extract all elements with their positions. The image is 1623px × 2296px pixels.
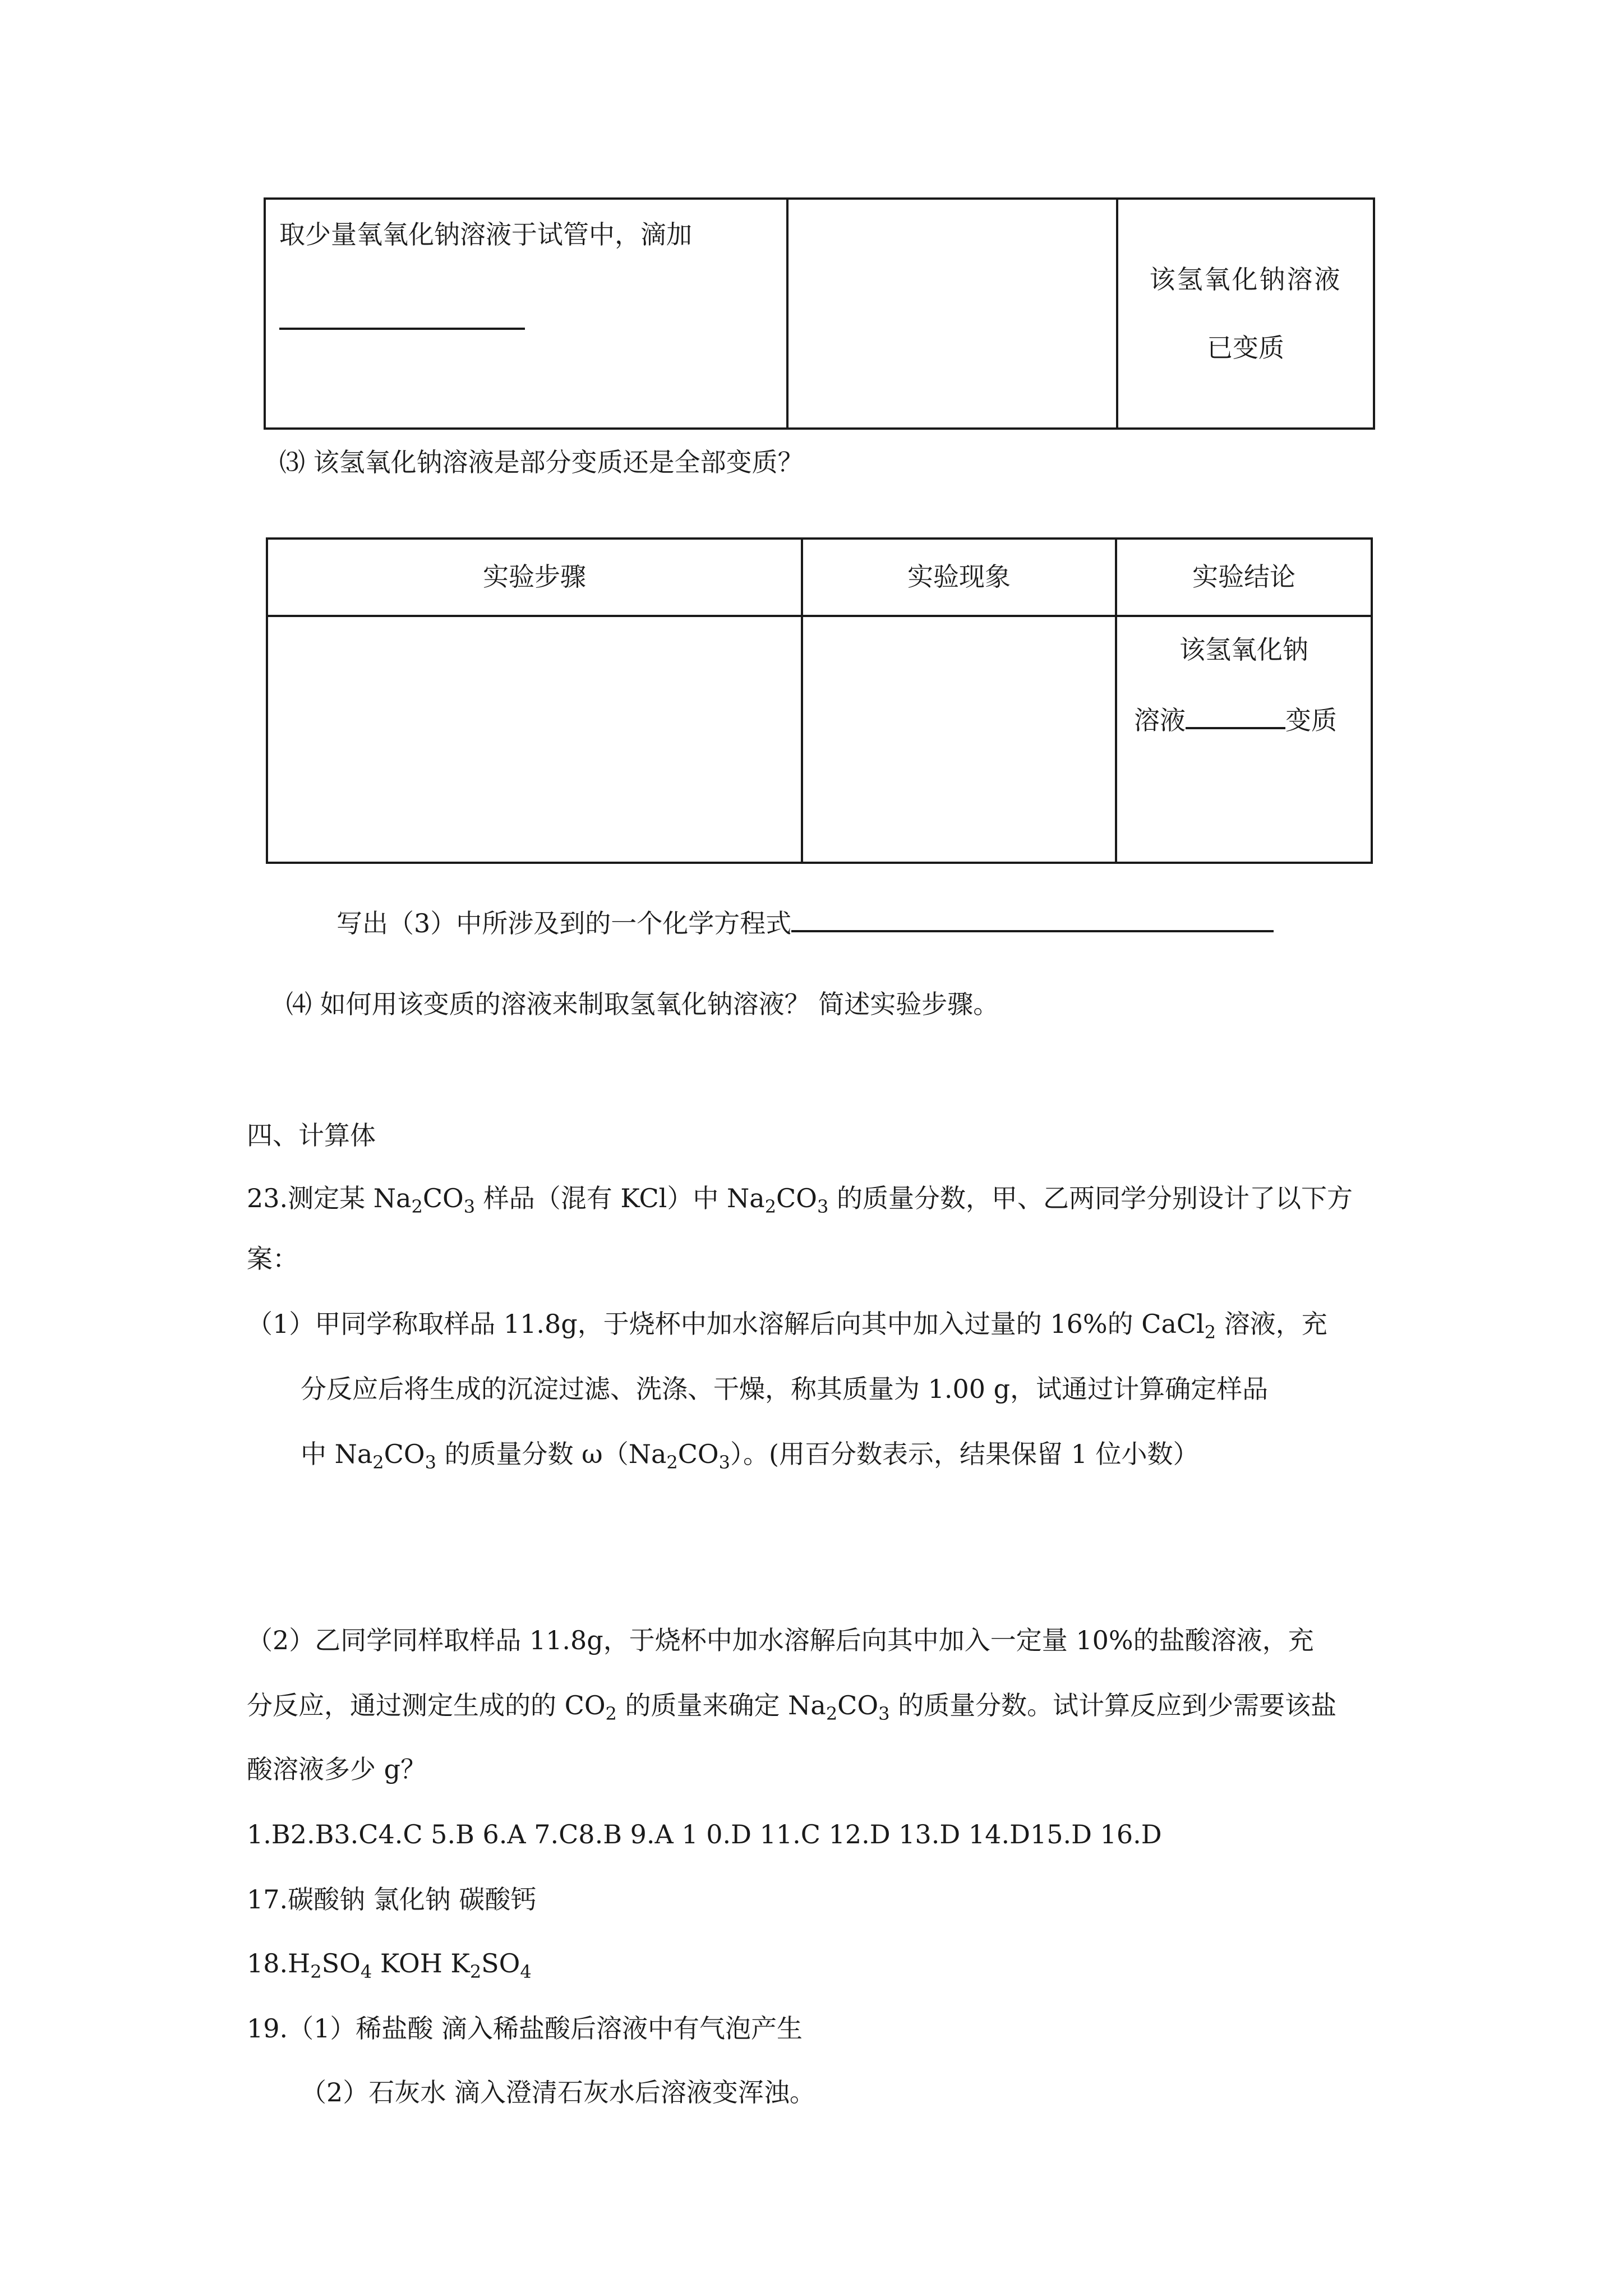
question-23-line2: 案： — [247, 1244, 298, 1274]
part-2-text-a: 分反应，通过测定生成的的 CO — [247, 1690, 606, 1720]
table-2-header-steps: 实验步骤 — [483, 562, 586, 592]
question-4 — [286, 987, 999, 1021]
q23-sub-3: 2 — [764, 1196, 777, 1218]
part-2-sub-1: 2 — [826, 1703, 838, 1725]
part-2-text-d: 的质量分数。试计算反应到少需要该盐 — [889, 1690, 1337, 1720]
table-1-conclusion-line1: 该氢氧化钠溶液 — [1149, 264, 1342, 295]
answers-line4: 19.（1）稀盐酸 滴入稀盐酸后溶液中有气泡产生 — [247, 2013, 803, 2044]
part-2-text-b: 的质量来确定 Na — [616, 1690, 826, 1720]
question-3-text: 该氢氧化钠溶液是部分变质还是全部变质？ — [313, 447, 804, 477]
answers-18-text-b: SO — [321, 1948, 361, 1978]
answers-18-text-d: SO — [481, 1948, 520, 1978]
table-2-conclusion-pre: 溶液 — [1134, 705, 1186, 735]
equation-prompt — [336, 902, 1274, 940]
part-1-sub-cacl2: 2 — [1204, 1322, 1216, 1343]
q23-text-5: 的质量分数，甲、乙两同学分别设计了以下方 — [828, 1183, 1353, 1213]
part-2-line1: （2）乙同学同样取样品 11.8g，于烧杯中加水溶解后向其中加入一定量 10%的盐酸溶液，充 — [247, 1625, 1314, 1655]
question-4-text: 如何用该变质的溶液来制取氢氧化钠溶液？ 简述实验步骤。 — [320, 989, 999, 1019]
q23-sub-4: 3 — [817, 1196, 829, 1218]
part-1-text-g: ）。(用百分数表示，结果保留 1 位小数） — [730, 1439, 1199, 1469]
part-2-sub-co2: 2 — [605, 1703, 617, 1725]
question-3-label: ⑶ — [279, 447, 305, 477]
q23-text-3: 样品（混有 KCl）中 Na — [475, 1183, 765, 1213]
table-1-conclusion-line2: 已变质 — [1207, 333, 1284, 363]
part-2-text-c: CO — [837, 1690, 879, 1720]
part-1-text-b: 溶液，充 — [1216, 1309, 1327, 1339]
answers-line2: 17.碳酸钠 氯化钠 碳酸钙 — [247, 1884, 537, 1915]
table-1-divider-2 — [1116, 197, 1118, 430]
part-1-line2: 分反应后将生成的沉淀过滤、洗涤、干燥，称其质量为 1.00 g，试通过计算确定样品 — [301, 1374, 1269, 1404]
part-2-line3: 酸溶液多少 g？ — [247, 1754, 427, 1784]
table-1-divider-1 — [786, 197, 789, 430]
answers-18-text-c: KOH K — [372, 1948, 470, 1978]
answers-line1: 1.B2.B3.C4.C 5.B 6.A 7.C8.B 9.A 1 0.D 11.C 12.D 13.D 14.D15.D 16.D — [247, 1819, 1162, 1849]
answers-18-sub-4: 4 — [520, 1961, 532, 1983]
part-1-text-c: 中 Na — [301, 1439, 373, 1469]
section-4-heading: 四、计算体 — [247, 1120, 376, 1151]
part-1-text-d: CO — [384, 1439, 425, 1469]
table-2-header-divider — [266, 615, 1373, 617]
part-2-line2 — [247, 1688, 1337, 1725]
table-1-step-text: 取少量氧氧化钠溶液于试管中，滴加 — [279, 219, 692, 250]
answers-line5: （2）石灰水 滴入澄清石灰水后溶液变浑浊。 — [301, 2077, 815, 2108]
q23-sub-2: 3 — [463, 1196, 476, 1218]
part-1-sub-1: 2 — [372, 1452, 384, 1474]
answers-18-sub-3: 2 — [469, 1961, 482, 1983]
table-2-conclusion-line1: 该氢氧化钠 — [1179, 634, 1308, 665]
equation-prompt-text: 写出（3）中所涉及到的一个化学方程式 — [336, 908, 792, 938]
q23-text-4: CO — [776, 1183, 817, 1213]
part-1-text-e: 的质量分数 ω（Na — [436, 1439, 667, 1469]
part-1-sub-4: 3 — [718, 1452, 731, 1474]
answers-18-sub-2: 4 — [360, 1961, 372, 1983]
answers-18-sub-1: 2 — [310, 1961, 322, 1983]
table-2-header-conclusion: 实验结论 — [1192, 562, 1295, 592]
q23-text-2: CO — [422, 1183, 464, 1213]
question-3 — [279, 445, 804, 479]
table-2-conclusion-post: 变质 — [1285, 705, 1337, 735]
answers-line3 — [247, 1947, 532, 1983]
answers-18-text-a: 18.H — [247, 1948, 311, 1978]
part-1-sub-2: 3 — [425, 1452, 436, 1474]
table-2-header-phenomena: 实验现象 — [907, 562, 1011, 592]
part-1-text-f: CO — [677, 1439, 719, 1469]
equation-blank[interactable] — [791, 902, 1274, 932]
question-23-line1 — [247, 1181, 1353, 1218]
question-4-label: ⑷ — [286, 989, 312, 1019]
table-2-conclusion-blank[interactable] — [1186, 700, 1285, 729]
part-1-text-a: （1）甲同学称取样品 11.8g，于烧杯中加水溶解后向其中加入过量的 16%的 CaCl — [247, 1309, 1205, 1339]
part-2-sub-2: 3 — [878, 1703, 890, 1725]
part-1-line1 — [247, 1307, 1327, 1341]
part-1-line3 — [301, 1437, 1199, 1474]
q23-text-1: 23.测定某 Na — [247, 1183, 412, 1213]
table-1-step-blank[interactable] — [279, 328, 525, 330]
part-1-sub-3: 2 — [666, 1452, 678, 1474]
table-2-conclusion-line2 — [1134, 700, 1337, 737]
q23-sub-1: 2 — [411, 1196, 423, 1218]
